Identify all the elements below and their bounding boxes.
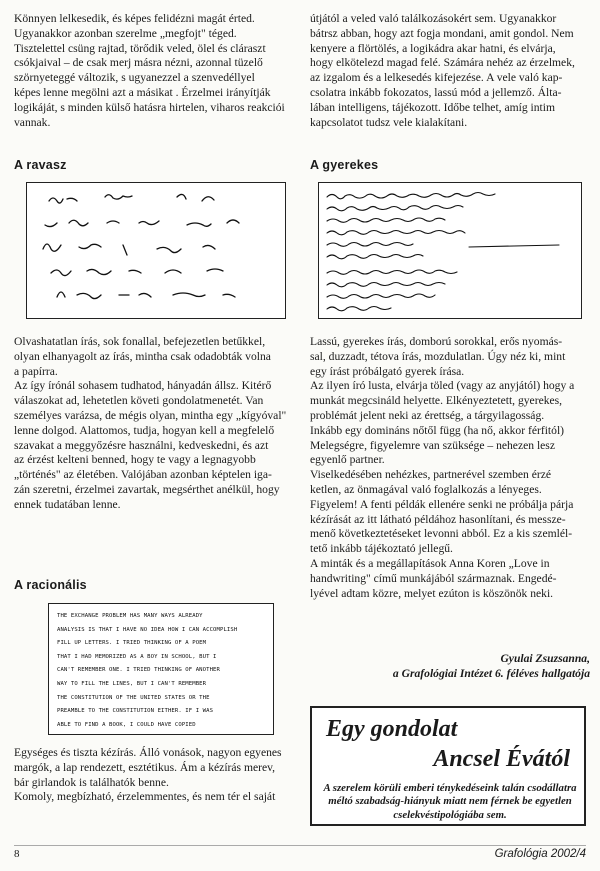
text-line: lenne dolgod. Alattomos, tudja, hogyan kell a megfelelő [14,423,275,437]
racionalis-text [14,746,294,805]
text-line: szavakat a meggyőzésre használni, kedveskedni, és azt [14,438,269,452]
intro-line: kapcsolatot tudsz vele kialakítani. [310,115,468,129]
intro-line: lában intelligens, tájékozott. Időbe telhet, amíg intim [310,100,556,114]
quote-box [310,706,586,826]
right-intro [310,12,590,130]
text-line: „történés" az életében. Valójában azonban képtelen iga- [14,468,272,482]
intro-line: útjától a veled való találkozásokért sem. Ugyanakkor [310,12,557,25]
text-line: olyan elhanyagolt az írás, mintha csak odadobták volna [14,349,271,363]
sample-line: THE CONSTITUTION OF THE UNITED STATES OR THE [57,694,210,701]
signature-role: a Grafológiai Intézet 6. féléves hallgatója [392,666,590,680]
intro-line: kenyere a flörtölés, a logikádra akar hatni, és elvárja, [310,41,556,55]
text-line: személyes varázsa, de mégis olyan, mintha egy „kígyóval" [14,408,287,422]
text-line: egy írást próbálgató gyerek írása. [310,364,465,378]
text-line: ketlen, az önmagával való foglalkozás a lényeges. [310,482,542,496]
heading-racionalis: A racionális [14,578,87,592]
text-line: Melegségre, figyelemre van szüksége – nehezen lesz [310,438,555,452]
handwriting-sample-gyerekes [318,182,582,319]
left-intro [14,12,294,130]
text-line: lyével adtam közre, melyet ezúton is köszönök neki. [310,586,554,600]
sample-line: THE EXCHANGE PROBLEM HAS MANY WAYS ALREADY [57,613,203,619]
text-line: Lassú, gyerekes írás, domború sorokkal, erős nyomás- [310,335,563,348]
text-line: Inkább egy domináns nőtől függ (ha nő, akkor férfitól) [310,423,565,437]
text-line: Az így írónál sohasem tudhatod, hányadán állsz. Kitérő [14,379,272,393]
text-line: Viselkedésében nehézkes, partnerével szemben érzé [310,468,552,482]
sample-line: ABLE TO FIND A BOOK, I COULD HAVE COPIED [57,721,196,728]
text-line: egyenlő partner. [310,453,385,467]
intro-line: vannak. [14,115,51,129]
text-line: bár girlandok is találhatók benne. [14,775,169,789]
intro-line: hogy elkötelezd magad felé. Számára nehéz az érzelmek, [310,56,575,70]
intro-line: az izgalom és a lelkesedés kifejezése. A vele való kap- [310,71,563,85]
intro-line: csolatra inkább fokozatos, lassú mód a jellemző. Álta- [310,85,562,99]
sample-line: PREAMBLE TO THE CONSTITUTION EITHER. IF I WAS [57,708,214,715]
intro-line: Ugyanakkor azonban szerelme „megfojt" téged. [14,26,237,40]
journal-name: Grafológia 2002/4 [494,848,586,860]
intro-line: Könnyen lelkesedik, és képes felidézni magát érted. [14,12,255,25]
text-line: zán szeretni, érzelmei zavartak, megsérthet anélkül, hogy [14,482,280,496]
heading-ravasz: A ravasz [14,158,67,172]
text-line: handwriting" című munkájából származnak. Engedé- [310,571,557,585]
text-line: Az ilyen író lusta, elvárja töled (vagy az anyjától) hogy a [310,379,575,393]
text-line: kézírását az itt látható példához hasonlítani, és messze- [310,512,566,526]
sample-line: WAY TO FILL THE LINES, BUT I CAN'T REMEMBER [57,680,207,687]
text-line: válaszokat ad, lehetetlen követi gondolatmenetét. Van [14,394,264,408]
signature [310,652,590,682]
text-line: menő következtetéseket levonni abból. Ez a kis szemlél- [310,527,573,541]
text-line: Egységes és tiszta kézírás. Álló vonások, nagyon egyenes [14,746,282,759]
text-line: problémát jelent neki az érettség, a tárgyilagosság. [310,408,545,422]
text-line: margók, a lap rendezett, esztétikus. Ám a kézírás merev, [14,760,276,774]
sample-line: ANALYSIS IS THAT I HAVE NO IDEA HOW I CAN ACCOMPLISH [57,626,238,633]
intro-line: Tisztelettel csüng rajtad, törődik veled, ölel és cláraszt [14,41,266,55]
page-number: 8 [14,848,20,860]
intro-line: logikáját, s minden külső hatásra hirtelen, viharos reakciói [14,100,285,114]
sample-line: FILL UP LETTERS. I TRIED THINKING OF A POEM [57,640,207,647]
ravasz-text [14,335,294,513]
intro-line: csókjaival – de csak merj másra nézni, azonnal tüzelő [14,56,263,70]
text-line: Olvashatatlan írás, sok fonallal, befejezetlen betűkkel, [14,335,266,348]
text-line: Figyelem! A fenti példák ellenére senki ne próbálja párja [310,497,574,511]
intro-line: szörnyeteggé változik, s ugyanezzel a szenvedéllyel [14,71,255,85]
text-line: ennek tudatában lenne. [14,497,121,511]
quote-box-title-line1: Egy gondolat [326,716,458,742]
quote-box-text: A szerelem körüli emberi ténykedéseink talán csodállatra méltó szabadság-hiányuk miatt nem férnek be egyetlen cselekvéstipológiába sem. [323,782,577,821]
gyerekes-text [310,335,590,601]
quote-box-title-line2: Ancsel Évától [433,746,570,772]
text-line: munkát megcsináld helyette. Elkényeztetett, gyerekes, [310,394,563,408]
handwriting-sample-racionalis [48,603,274,735]
text-line: sal, duzzadt, tétova írás, mozdulatlan. Úgy néz ki, mint [310,349,566,363]
text-line: A minták és a megállapítások Anna Koren „Love in [310,556,550,570]
signature-name: Gyulai Zsuzsanna, [500,652,590,665]
heading-gyerekes: A gyerekes [310,158,379,172]
text-line: a papírra. [14,364,58,378]
footer-rule [14,845,586,846]
handwriting-sample-ravasz [26,182,286,319]
intro-line: képes lenne megölni azt a másikat . Érzelmei irányítják [14,85,271,99]
sample-line: CAN'T REMEMBER ONE. I TRIED THINKING OF ANOTHER [57,667,220,674]
text-line: az érzést kelteni benned, hogy te vagy a legnagyobb [14,453,256,467]
text-line: Komoly, megbízható, érzelemmentes, és nem tér el saját [14,790,276,804]
text-line: tető inkább tájékoztató jellegű. [310,542,453,556]
sample-line: THAT I HAD MEMORIZED AS A BOY IN SCHOOL, BUT I [57,653,217,660]
intro-line: bátrsz abban, hogy azt fogja mondani, amit gondol. Nem [310,26,574,40]
